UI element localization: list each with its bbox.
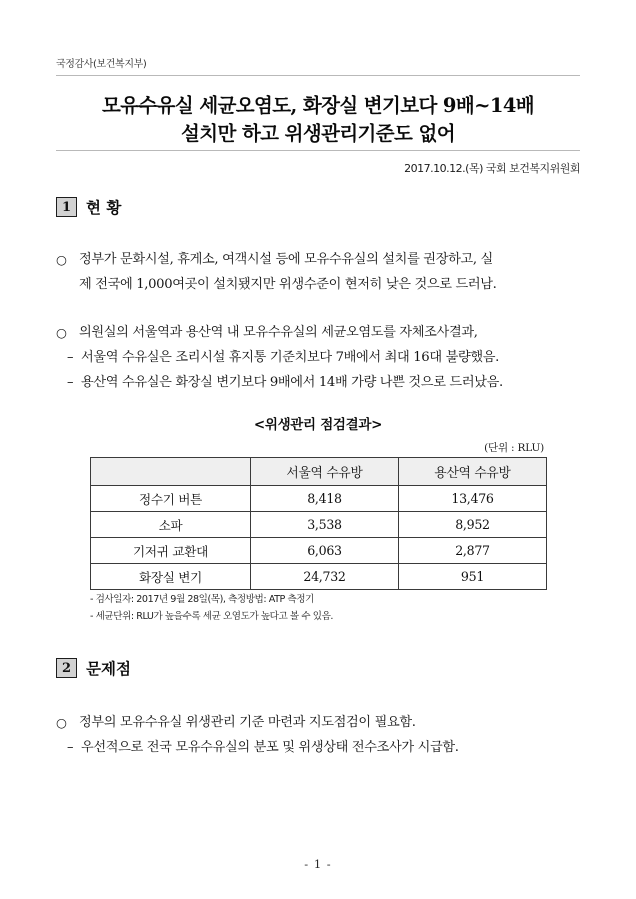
table-cell-yongsan: 8,952 bbox=[399, 512, 547, 538]
running-header bbox=[56, 58, 580, 76]
header-divider bbox=[56, 75, 580, 76]
paragraph-line: 정부가 문화시설, 휴게소, 여객시설 등에 모유수유실의 설치를 권장하고, 실 bbox=[79, 252, 493, 267]
footnote-item: - 세균단위: RLU가 높을수록 세균 오염도가 높다고 볼 수 있음. bbox=[90, 610, 333, 622]
bullet-circle-icon: ○ bbox=[56, 325, 67, 340]
table-row bbox=[91, 486, 547, 512]
section-1-bullet-2 bbox=[56, 320, 580, 345]
table-cell-seoul: 3,538 bbox=[251, 512, 399, 538]
table-row bbox=[91, 512, 547, 538]
table-cell-yongsan: 2,877 bbox=[399, 538, 547, 564]
paragraph-line: 우선적으로 전국 모유수유실의 분포 및 위생상태 전수조사가 시급함. bbox=[81, 740, 459, 755]
table-cell-label: 소파 bbox=[91, 512, 251, 538]
table-header-cell-yongsan: 용산역 수유방 bbox=[399, 458, 547, 486]
page-title bbox=[56, 92, 580, 148]
table-header-cell-blank bbox=[91, 458, 251, 486]
title-line-1: 모유수유실 세균오염도, 화장실 변기보다 9배~14배 bbox=[101, 94, 535, 117]
table-cell-yongsan: 13,476 bbox=[399, 486, 547, 512]
table-header-row bbox=[91, 458, 547, 486]
running-header-text: 국정감사(보건복지부) bbox=[56, 59, 147, 70]
table-header-cell-seoul: 서울역 수유방 bbox=[251, 458, 399, 486]
paragraph-line: 서울역 수유실은 조리시설 휴지통 기준치보다 7배에서 최대 16대 불량했음. bbox=[81, 350, 499, 365]
section-2-number: 2 bbox=[56, 658, 77, 678]
section-2-subitem-1 bbox=[56, 735, 580, 760]
bullet-dash-icon: – bbox=[67, 375, 74, 390]
dateline-text: 2017.10.12.(목) 국회 보건복지위원회 bbox=[404, 162, 580, 175]
bullet-dash-icon: – bbox=[67, 740, 74, 755]
table-cell-seoul: 8,418 bbox=[251, 486, 399, 512]
section-1-number: 1 bbox=[56, 197, 77, 217]
section-1-subitem-2 bbox=[56, 370, 580, 395]
table-cell-seoul: 6,063 bbox=[251, 538, 399, 564]
bullet-dash-icon: – bbox=[67, 350, 74, 365]
bullet-circle-icon: ○ bbox=[56, 252, 67, 267]
section-2-heading bbox=[56, 657, 580, 679]
table-cell-label: 기저귀 교환대 bbox=[91, 538, 251, 564]
page-number-footer: - 1 - bbox=[304, 857, 332, 871]
bullet-circle-icon: ○ bbox=[56, 715, 67, 730]
hygiene-results-table bbox=[90, 457, 547, 590]
paragraph-line: 의원실의 서울역과 용산역 내 모유수유실의 세균오염도를 자체조사결과, bbox=[79, 325, 478, 340]
table-row bbox=[91, 564, 547, 590]
title-divider bbox=[56, 150, 580, 151]
footnote-item: - 검사일자: 2017년 9월 28일(목), 측정방법: ATP 측정기 bbox=[90, 594, 314, 605]
title-line-2: 설치만 하고 위생관리기준도 없어 bbox=[181, 122, 455, 145]
paragraph-line: 용산역 수유실은 화장실 변기보다 9배에서 14배 가량 나쁜 것으로 드러났음. bbox=[81, 375, 503, 390]
section-1-subitem-1 bbox=[56, 345, 580, 370]
section-1-title: 현 황 bbox=[86, 198, 122, 217]
table-cell-yongsan: 951 bbox=[399, 564, 547, 590]
table-footnotes bbox=[90, 592, 560, 625]
paragraph-line: 제 전국에 1,000여곳이 설치됐지만 위생수준이 현저히 낮은 것으로 드러남. bbox=[79, 277, 497, 292]
table-cell-label: 화장실 변기 bbox=[91, 564, 251, 590]
paragraph-line: 정부의 모유수유실 위생관리 기준 마련과 지도점검이 필요함. bbox=[79, 715, 416, 730]
table-caption: <위생관리 점검결과> bbox=[253, 417, 383, 433]
section-2-bullet-1 bbox=[56, 710, 580, 735]
section-1-heading bbox=[56, 196, 580, 218]
section-2-title: 문제점 bbox=[86, 659, 131, 678]
dateline-block bbox=[56, 150, 580, 176]
table-unit-label: (단위 : RLU) bbox=[484, 442, 544, 454]
table-row bbox=[91, 538, 547, 564]
table-cell-seoul: 24,732 bbox=[251, 564, 399, 590]
section-1-bullet-1 bbox=[56, 247, 580, 297]
table-cell-label: 정수기 버튼 bbox=[91, 486, 251, 512]
